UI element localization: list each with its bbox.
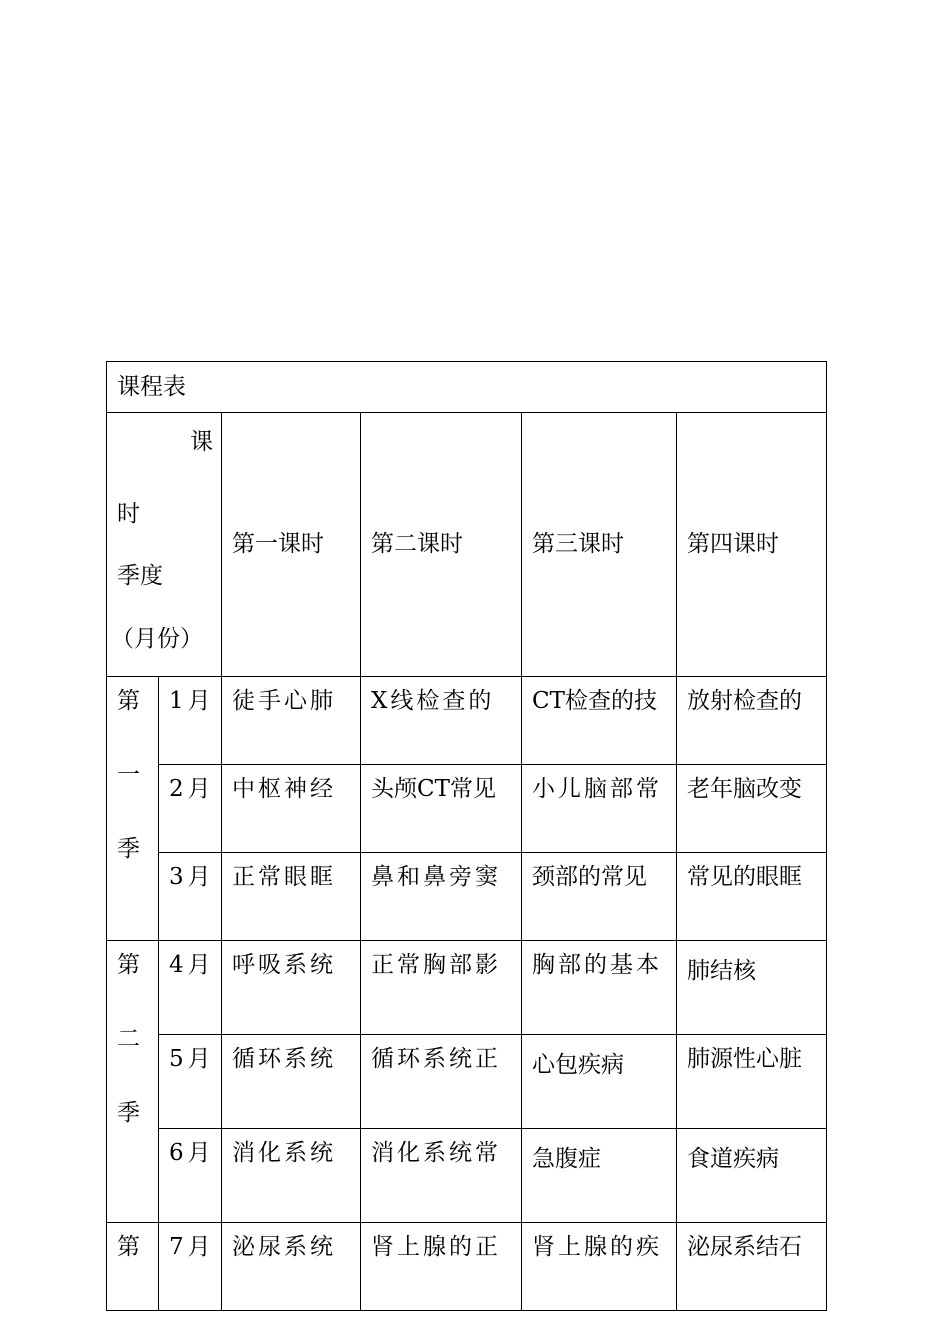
corner-label-lesson: 课 xyxy=(190,429,213,455)
lesson-cell: 肺结核 xyxy=(677,941,827,1035)
column-header-1: 第一课时 xyxy=(222,413,361,677)
season-cell-1 xyxy=(107,677,159,941)
lesson-cell: 急腹症 xyxy=(522,1129,677,1223)
month-cell: 4月 xyxy=(159,941,222,1035)
lesson-cell: 呼吸系统 xyxy=(222,941,361,1035)
month-cell: 5月 xyxy=(159,1035,222,1129)
season-char: 季 xyxy=(117,1100,140,1126)
season-char: 二 xyxy=(117,1026,140,1052)
lesson-cell: 中枢神经 xyxy=(222,765,361,853)
month-cell: 6月 xyxy=(159,1129,222,1223)
schedule-table xyxy=(106,361,827,1311)
season-cell-2 xyxy=(107,941,159,1223)
table-row xyxy=(107,853,827,941)
lesson-cell: 食道疾病 xyxy=(677,1129,827,1223)
month-cell: 2月 xyxy=(159,765,222,853)
lesson-cell: 正常胸部影 xyxy=(361,941,522,1035)
lesson-cell: 头颅CT常见 xyxy=(361,765,522,853)
lesson-cell: 小儿脑部常 xyxy=(522,765,677,853)
table-row xyxy=(107,1223,827,1311)
corner-label-season: 季度 xyxy=(117,563,163,589)
lesson-cell: 胸部的基本 xyxy=(522,941,677,1035)
lesson-cell: 放射检查的 xyxy=(677,677,827,765)
column-header-2: 第二课时 xyxy=(361,413,522,677)
lesson-cell: 肾上腺的正 xyxy=(361,1223,522,1311)
season-char: 季 xyxy=(117,836,140,862)
month-cell: 1月 xyxy=(159,677,222,765)
lesson-cell: 肺源性心脏 xyxy=(677,1035,827,1129)
table-row xyxy=(107,1035,827,1129)
lesson-cell: 徒手心肺 xyxy=(222,677,361,765)
table-row xyxy=(107,1129,827,1223)
column-header-4: 第四课时 xyxy=(677,413,827,677)
header-row xyxy=(107,413,827,677)
season-char: 第 xyxy=(117,952,140,978)
lesson-cell: 鼻和鼻旁窦 xyxy=(361,853,522,941)
season-char: 第 xyxy=(117,1234,140,1260)
season-char: 一 xyxy=(117,762,140,788)
corner-header-cell xyxy=(107,413,222,677)
table-row xyxy=(107,677,827,765)
lesson-cell: 泌尿系统 xyxy=(222,1223,361,1311)
month-cell: 3月 xyxy=(159,853,222,941)
corner-label-hour: 时 xyxy=(117,501,140,527)
lesson-cell: X线检查的 xyxy=(361,677,522,765)
lesson-cell: 正常眼眶 xyxy=(222,853,361,941)
table-title: 课程表 xyxy=(107,362,827,413)
lesson-cell: 老年脑改变 xyxy=(677,765,827,853)
season-cell-3 xyxy=(107,1223,159,1311)
lesson-cell: 颈部的常见 xyxy=(522,853,677,941)
title-row xyxy=(107,362,827,413)
lesson-cell: 循环系统 xyxy=(222,1035,361,1129)
lesson-cell: 循环系统正 xyxy=(361,1035,522,1129)
column-header-3: 第三课时 xyxy=(522,413,677,677)
lesson-cell: 常见的眼眶 xyxy=(677,853,827,941)
season-char: 第 xyxy=(117,688,140,714)
lesson-cell: 肾上腺的疾 xyxy=(522,1223,677,1311)
table-row xyxy=(107,765,827,853)
corner-label-month: （月份） xyxy=(111,626,203,652)
lesson-cell: CT检查的技 xyxy=(522,677,677,765)
table-row xyxy=(107,941,827,1035)
lesson-cell: 消化系统常 xyxy=(361,1129,522,1223)
lesson-cell: 消化系统 xyxy=(222,1129,361,1223)
month-cell: 7月 xyxy=(159,1223,222,1311)
lesson-cell: 泌尿系结石 xyxy=(677,1223,827,1311)
lesson-cell: 心包疾病 xyxy=(522,1035,677,1129)
